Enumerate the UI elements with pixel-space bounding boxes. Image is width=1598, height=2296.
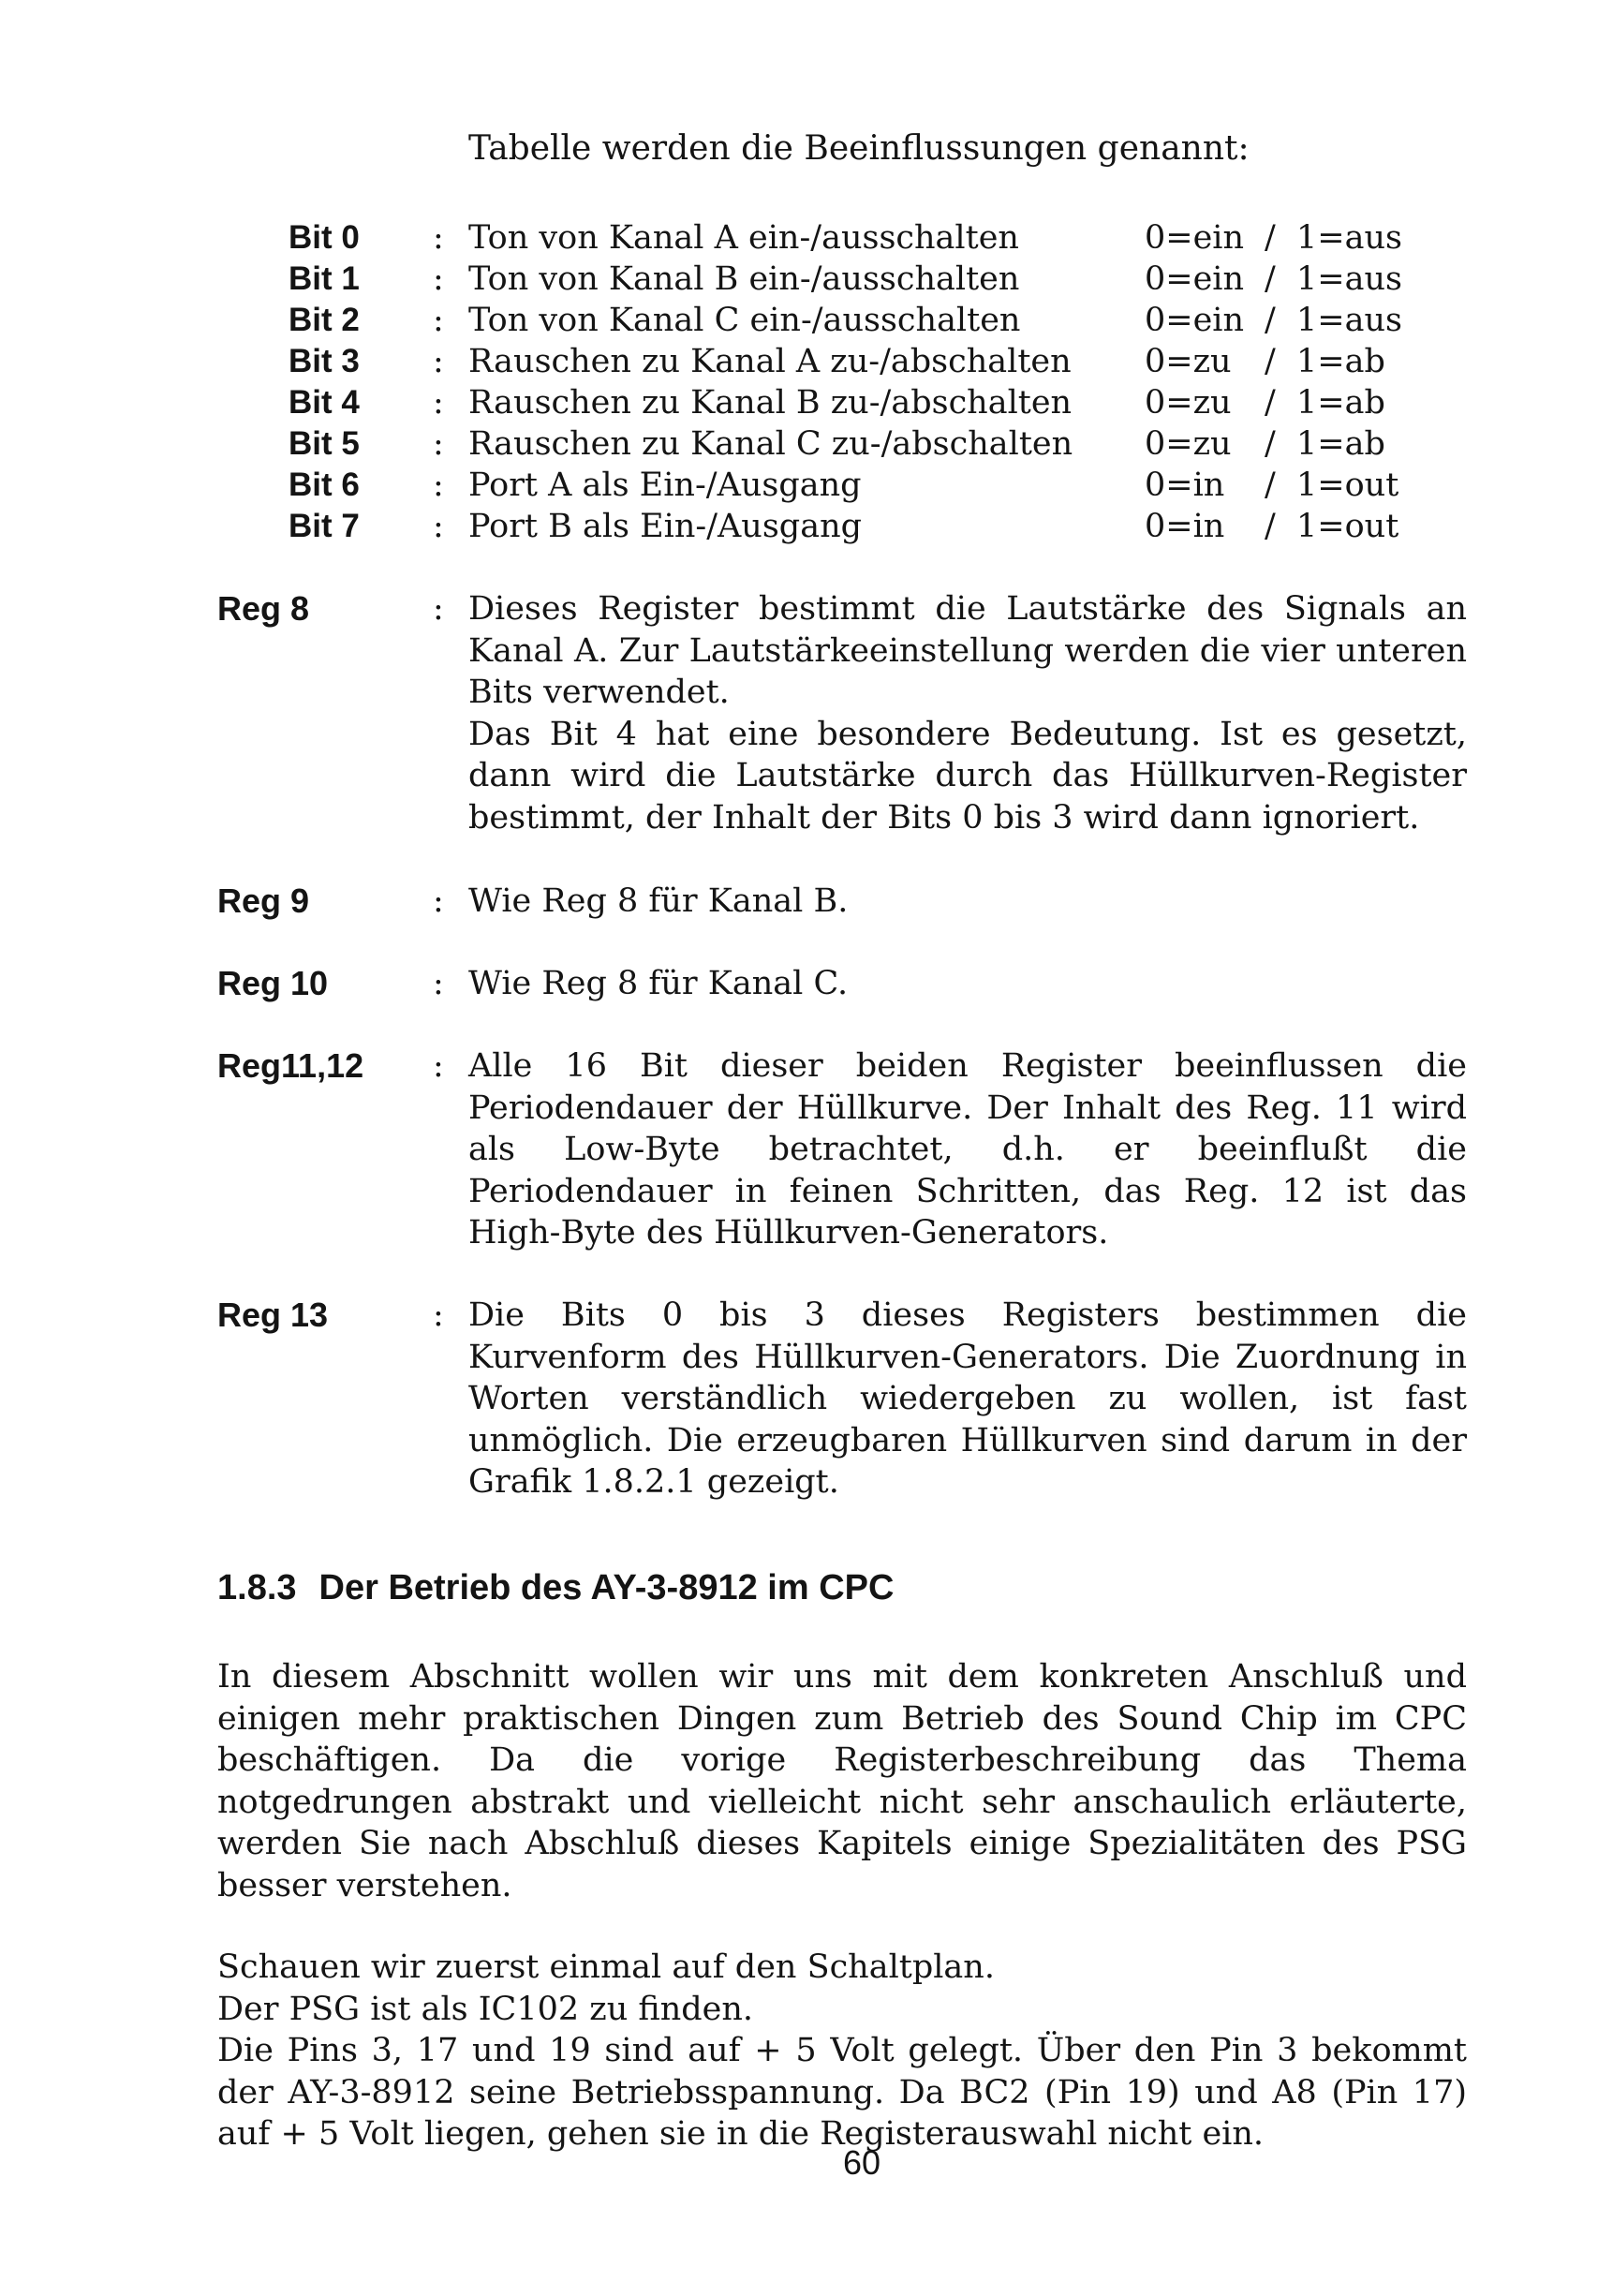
slash: / <box>1265 508 1276 545</box>
bit-value-1: 1=aus <box>1296 219 1402 257</box>
slash: / <box>1265 343 1276 380</box>
register-description <box>468 588 1467 838</box>
bit-description: Ton von Kanal C ein-/ausschalten <box>468 302 1021 339</box>
register-paragraph: Wie Reg 8 für Kanal C. <box>468 965 849 1002</box>
slash: / <box>1265 302 1276 339</box>
register-label: Reg11,12 <box>217 1046 364 1085</box>
bit-value-0: 0=zu <box>1145 343 1232 380</box>
bit-label: Bit 4 <box>289 384 360 421</box>
slash: / <box>1265 219 1276 257</box>
colon: : <box>433 1296 444 1334</box>
section-title: Der Betrieb des AY-3-8912 im CPC <box>318 1568 895 1607</box>
bit-value-1: 1=out <box>1296 508 1399 545</box>
bit-description: Ton von Kanal B ein-/ausschalten <box>468 260 1020 298</box>
slash: / <box>1265 384 1276 422</box>
colon: : <box>433 425 444 463</box>
bit-label: Bit 2 <box>289 302 360 338</box>
bit-value-1: 1=ab <box>1296 343 1385 380</box>
colon: : <box>433 467 444 504</box>
bit-value-1: 1=ab <box>1296 384 1385 422</box>
paragraph-text: Die Pins 3, 17 und 19 sind auf + 5 Volt gelegt. Über den Pin 3 bekommt der AY-3-8912 seine Betriebsspannung. Da BC2 (Pin 19) und A8 (Pin 17) auf + 5 Volt liegen, gehen sie in die Registerauswahl nicht ein. <box>217 2032 1467 2153</box>
colon: : <box>433 1047 444 1085</box>
register-label: Reg 13 <box>217 1296 329 1334</box>
bit-description: Port B als Ein-/Ausgang <box>468 508 863 545</box>
register-label: Reg 10 <box>217 964 329 1002</box>
colon: : <box>433 302 444 339</box>
bit-value-0: 0=in <box>1145 508 1225 545</box>
colon: : <box>433 882 444 920</box>
paragraph-line: Der PSG ist als IC102 zu finden. <box>217 1990 754 2028</box>
slash: / <box>1265 425 1276 463</box>
register-paragraph: Wie Reg 8 für Kanal B. <box>468 882 849 920</box>
register-paragraph: Dieses Register bestimmt die Lautstärke des Signals an Kanal A. Zur Lautstärkeeinstellung werden die vier unteren Bits verwendet. <box>468 590 1467 711</box>
bit-value-1: 1=aus <box>1296 302 1402 339</box>
section-number: 1.8.3 <box>217 1568 297 1607</box>
register-description <box>468 881 1467 923</box>
register-description <box>468 1045 1467 1254</box>
colon: : <box>433 260 444 298</box>
colon: : <box>433 219 444 257</box>
bit-value-0: 0=ein <box>1145 260 1245 298</box>
bit-label: Bit 0 <box>289 219 360 256</box>
paragraph-line: Schauen wir zuerst einmal auf den Schaltplan. <box>217 1948 995 1986</box>
body-paragraph-1 <box>217 1656 1467 1906</box>
paragraph-text: In diesem Abschnitt wollen wir uns mit dem konkreten Anschluß und einigen mehr praktischen Dingen zum Betrieb des Sound Chip im CPC beschäftigen. Da die vorige Registerbeschreibung das Thema notgedrungen abstrakt und vielleicht nicht sehr anschaulich erläuterte, werden Sie nach Abschluß dieses Kapitels einige Spezialitäten des PSG besser verstehen. <box>217 1658 1467 1904</box>
bit-label: Bit 5 <box>289 425 360 462</box>
register-paragraph: Das Bit 4 hat eine besondere Bedeutung. Ist es gesetzt, dann wird die Lautstärke durch das Hüllkurven-Register bestimmt, der Inhalt der Bits 0 bis 3 wird dann ignoriert. <box>468 715 1467 837</box>
bit-value-0: 0=in <box>1145 467 1225 504</box>
bit-label: Bit 6 <box>289 467 360 503</box>
bit-description: Rauschen zu Kanal A zu-/abschalten <box>468 343 1072 380</box>
bit-value-1: 1=ab <box>1296 425 1385 463</box>
register-paragraph: Alle 16 Bit dieser beiden Register beeinflussen die Periodendauer der Hüllkurve. Der Inhalt des Reg. 11 wird als Low-Byte betrachtet, d.h. er beeinflußt die Periodendauer in feinen Schritten, das Reg. 12 ist das High-Byte des Hüllkurven-Generators. <box>468 1047 1467 1252</box>
bit-description: Ton von Kanal A ein-/ausschalten <box>468 219 1019 257</box>
bit-value-0: 0=ein <box>1145 302 1245 339</box>
colon: : <box>433 965 444 1002</box>
register-label: Reg 8 <box>217 589 310 628</box>
bit-value-1: 1=aus <box>1296 260 1402 298</box>
intro-line: Tabelle werden die Beeinflussungen genannt: <box>468 129 1250 168</box>
bit-description: Port A als Ein-/Ausgang <box>468 467 862 504</box>
bit-value-0: 0=zu <box>1145 384 1232 422</box>
slash: / <box>1265 260 1276 298</box>
bit-description: Rauschen zu Kanal B zu-/abschalten <box>468 384 1073 422</box>
bit-value-0: 0=ein <box>1145 219 1245 257</box>
bit-label: Bit 1 <box>289 260 360 297</box>
colon: : <box>433 508 444 545</box>
register-description <box>468 1295 1467 1504</box>
bit-value-0: 0=zu <box>1145 425 1232 463</box>
bit-value-1: 1=out <box>1296 467 1399 504</box>
register-description <box>468 963 1467 1005</box>
page-number: 60 <box>843 2143 881 2182</box>
register-paragraph: Die Bits 0 bis 3 dieses Registers bestimmen die Kurvenform des Hüllkurven-Generators. Die Zuordnung in Worten verständlich wiedergeben zu wollen, ist fast unmöglich. Die erzeugbaren Hüllkurven sind darum in der Grafik 1.8.2.1 gezeigt. <box>468 1296 1467 1501</box>
section-heading <box>217 1568 894 1608</box>
bit-description: Rauschen zu Kanal C zu-/abschalten <box>468 425 1073 463</box>
colon: : <box>433 590 444 628</box>
colon: : <box>433 384 444 422</box>
bit-label: Bit 3 <box>289 343 360 379</box>
colon: : <box>433 343 444 380</box>
register-label: Reg 9 <box>217 881 310 920</box>
body-paragraph-2 <box>217 1947 1467 2155</box>
slash: / <box>1265 467 1276 504</box>
bit-label: Bit 7 <box>289 508 360 544</box>
